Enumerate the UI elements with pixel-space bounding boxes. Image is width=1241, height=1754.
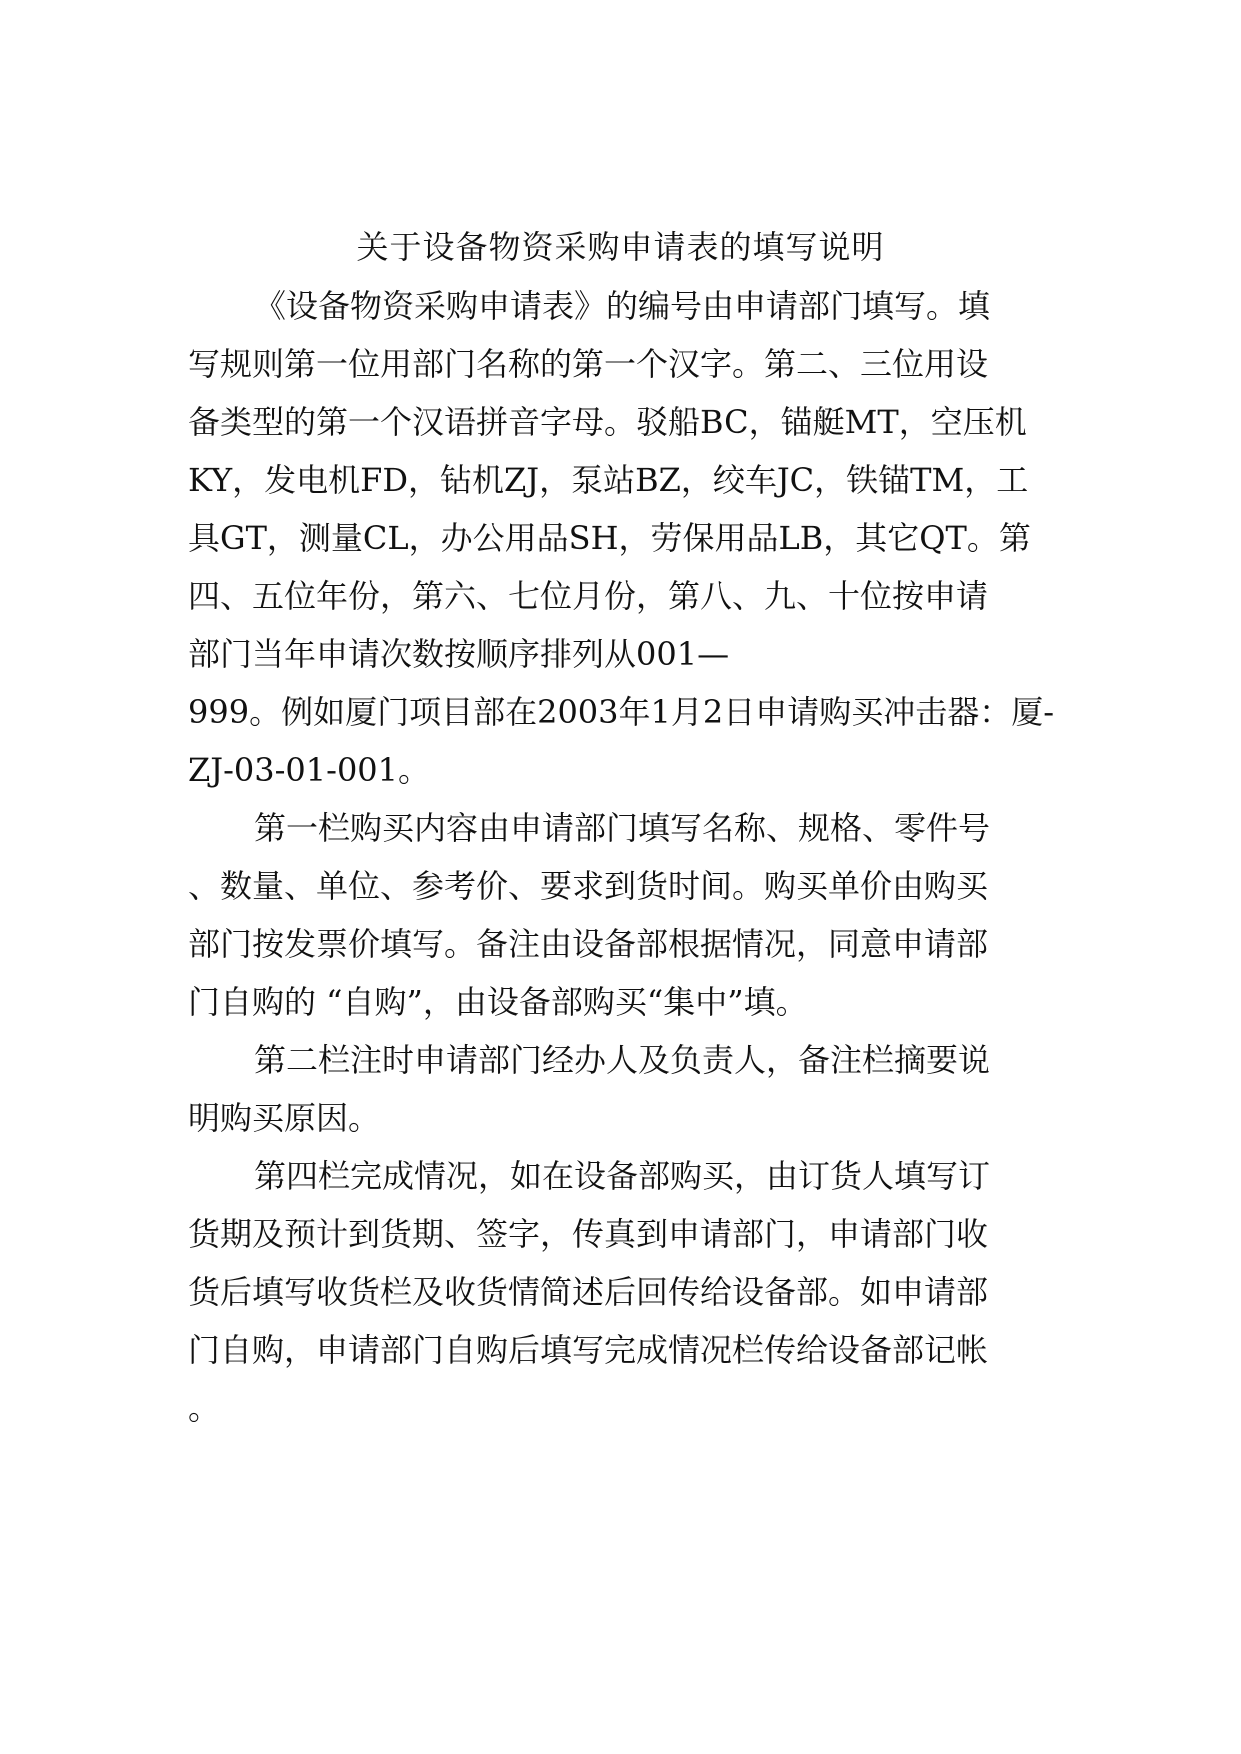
paragraph-line: 第四栏完成情况，如在设备部购买，由订货人填写订 (254, 1157, 991, 1195)
paragraph-line: 999。例如厦门项目部在2003年1月2日申请购买冲击器：厦- (188, 693, 1055, 731)
paragraph-line: 货期及预计到货期、签字，传真到申请部门，申请部门收 (188, 1215, 989, 1253)
paragraph-line: 第二栏注时申请部门经办人及负责人，备注栏摘要说 (254, 1041, 991, 1079)
document-title: 关于设备物资采购申请表的填写说明 (356, 228, 885, 266)
paragraph-line: ZJ-03-01-001。 (188, 751, 431, 789)
paragraph-line: 第一栏购买内容由申请部门填写名称、规格、零件号 (254, 809, 991, 847)
paragraph-line: 四、五位年份，第六、七位月份，第八、九、十位按申请 (188, 577, 989, 615)
paragraph-line: 明购买原因。 (188, 1099, 381, 1137)
paragraph-line: KY，发电机FD，钻机ZJ，泵站BZ，绞车JC，铁锚TM，工 (188, 461, 1029, 499)
paragraph-line: 部门当年申请次数按顺序排列从001— (188, 635, 730, 673)
paragraph-line: 具GT，测量CL，办公用品SH，劳保用品LB，其它QT。第 (188, 519, 1031, 557)
paragraph-line: 。 (188, 1389, 221, 1427)
paragraph-line: 门自购，申请部门自购后填写完成情况栏传给设备部记帐 (188, 1331, 989, 1369)
paragraph-line: 备类型的第一个汉语拼音字母。驳船BC，锚艇MT，空压机 (188, 403, 1027, 441)
paragraph-line: 门自购的 “自购”，由设备部购买“集中”填。 (188, 983, 808, 1021)
paragraph-line: 部门按发票价填写。备注由设备部根据情况，同意申请部 (188, 925, 989, 963)
paragraph-line: 、数量、单位、参考价、要求到货时间。购买单价由购买 (188, 867, 989, 905)
paragraph-line: 货后填写收货栏及收货情简述后回传给设备部。如申请部 (188, 1273, 989, 1311)
paragraph-line: 写规则第一位用部门名称的第一个汉字。第二、三位用设 (188, 345, 989, 383)
paragraph-line: 《设备物资采购申请表》的编号由申请部门填写。填 (254, 287, 991, 325)
